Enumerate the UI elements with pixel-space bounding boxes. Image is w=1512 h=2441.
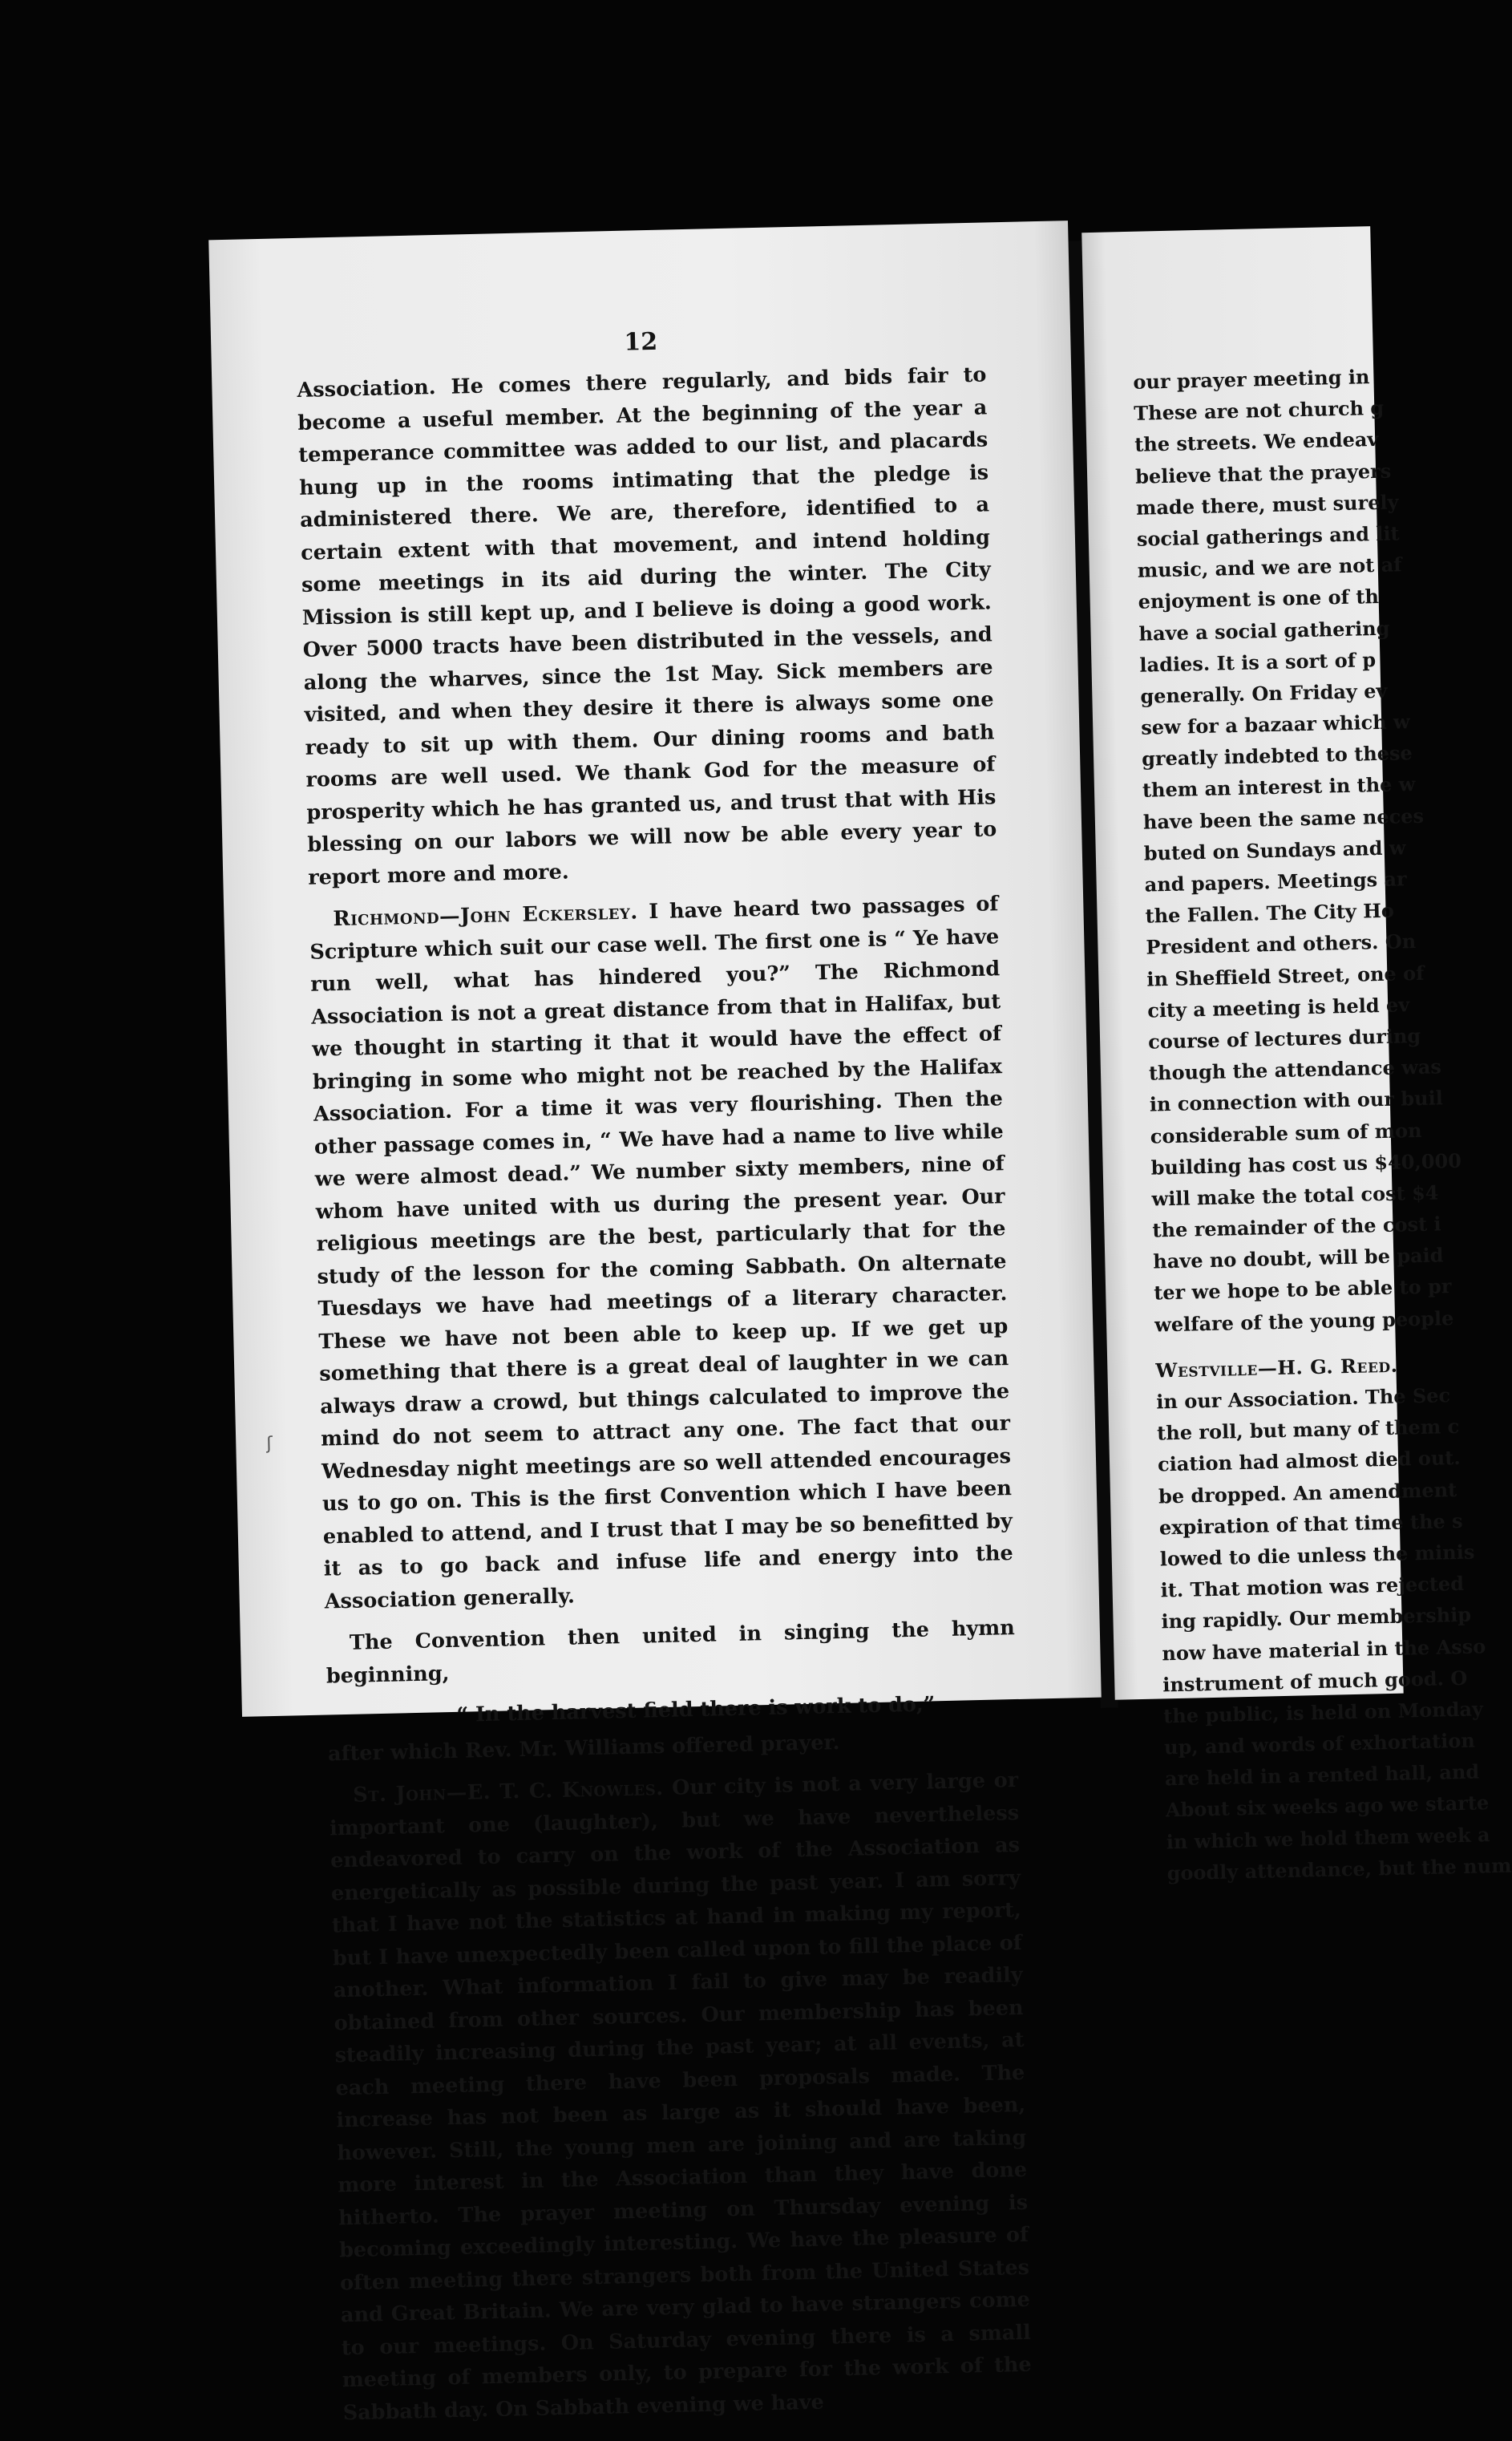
right-line: social gatherings and lit	[1136, 521, 1400, 551]
page-number: 12	[624, 327, 658, 357]
right-line: building has cost us $40,000	[1150, 1148, 1462, 1180]
right-line: sew for a bazaar which w	[1140, 710, 1410, 739]
paragraph-association: Association. He comes there regularly, and bids fair to become a useful member. At the beginning of the year a temperance committee was added to our list, and placards hung up in the rooms intimating that the pledge is administered there. We are, therefore, identified to a certain extent with that movement, and intend holding some meetings in its aid during the winter. The City Mission is still kept up, and I believe is doing a good work. Over 5000 tracts have been distributed in the vessels, and along the wharves, since the 1st May. Sick members are visited, and when they desire it there is always some one ready to sit up with them. Our dining rooms and bath rooms are well used. We thank God for the measure of prosperity which he has granted us, and trust that with His blessing on our labors we will now be able every year to report more and more.	[297, 362, 997, 890]
right-line: generally. On Friday ev	[1140, 678, 1388, 708]
right-line: our prayer meeting in	[1133, 365, 1370, 394]
right-line: greatly indebted to these	[1141, 741, 1413, 771]
right-line: it. That motion was rejected	[1160, 1571, 1465, 1602]
richmond-heading: Richmond—John Eckersley.	[333, 900, 638, 932]
right-line: These are not church g	[1134, 395, 1385, 425]
right-line: city a meeting is held ev	[1146, 992, 1410, 1022]
right-line: are held in a rented hall, and	[1164, 1759, 1480, 1791]
right-line: the remainder of the cost i	[1152, 1212, 1441, 1242]
right-line: ing rapidly. Our membership	[1161, 1602, 1472, 1633]
right-line: in connection with our buil	[1149, 1086, 1444, 1116]
left-page-body	[297, 358, 1033, 2439]
paragraph-stjohn	[329, 1764, 1033, 2429]
prayer-line: after which Rev. Mr. Williams offered prayer.	[327, 1730, 840, 1767]
westville-heading: Westville—H. G. Reed.	[1155, 1353, 1398, 1382]
right-line: in our Association. The Sec	[1156, 1383, 1451, 1414]
right-line: ter we hope to be able to pr	[1153, 1274, 1452, 1305]
right-line: lowed to die unless the minis	[1159, 1540, 1475, 1571]
right-line: music, and we are not af	[1137, 553, 1402, 582]
right-line: have no doubt, will be paid	[1153, 1243, 1444, 1273]
right-line: now have material in the Asso	[1162, 1633, 1486, 1665]
right-line: the public, is held on Monday	[1162, 1697, 1484, 1728]
right-line: made there, must surely	[1135, 490, 1399, 520]
right-line: considerable sum of mon	[1150, 1118, 1422, 1148]
right-line: in which we hold them week a	[1166, 1822, 1490, 1853]
paragraph-richmond	[309, 888, 1014, 1617]
margin-pencil-mark: ʃ	[266, 1433, 273, 1455]
right-line: About six weeks ago we starte	[1165, 1791, 1490, 1822]
right-line: instrument of much good. O	[1162, 1666, 1468, 1697]
right-page	[1081, 226, 1512, 1885]
right-page-body	[1133, 360, 1512, 1888]
right-line: will make the total cost $4	[1151, 1180, 1439, 1211]
right-line: ladies. It is a sort of p	[1139, 647, 1377, 677]
left-page	[208, 221, 1102, 2425]
right-line: and papers. Meetings ar	[1144, 867, 1407, 897]
right-line: the roll, but many of them c	[1156, 1415, 1460, 1445]
right-line: them an interest in the w	[1142, 772, 1416, 803]
stjohn-text: Our city is not a very large or important one (laughter), but we have nevertheless endeavored to carry on the work of the Association as energetically as possible during the past year. I am sorry that I have not the statistics at hand in making my report, but I have unexpectedly been called upon to fill the place of another. What information I fail to give may be readily obtained from other sources. Our membership has been steadily increasing during the past year; at all events, at each meeting there have been proposals made. The increase has not been as large as it should have been, however. Still, the young men are joining and are taking more interest in the Association than they have done hitherto. The prayer meeting on Thursday evening is becoming exceedingly interesting. We have the pleasure of often meeting there strangers both from the United States and Great Britain. We are very glad to have strangers come to our meetings. On Saturday evening there is a small meeting of members only, to prepare for the work of the Sabbath day. On Sabbath evening we have	[329, 1767, 1032, 2425]
hymn-line: “ In the harvest field there is work to do,”	[456, 1692, 936, 1727]
right-line: expiration of that time the s	[1158, 1508, 1463, 1540]
convention-line: The Convention then united in singing the hymn beginning,	[325, 1616, 1016, 1689]
right-line: the Fallen. The City Ho	[1145, 898, 1395, 928]
right-line: the streets. We endeav	[1134, 427, 1379, 457]
stjohn-heading: St. John—E. T. C. Knowles.	[352, 1776, 664, 1807]
right-line: believe that the prayers	[1134, 459, 1392, 488]
right-line: have a social gathering	[1138, 616, 1390, 646]
right-line: up, and words of exhortation	[1163, 1728, 1476, 1759]
right-line: ciation had almost died out.	[1157, 1446, 1461, 1476]
right-line: have been the same neces	[1142, 804, 1425, 834]
right-line: in Sheffield Street, one of	[1146, 961, 1425, 991]
right-line: enjoyment is one of th	[1138, 585, 1380, 614]
right-line: though the attendance was	[1148, 1055, 1442, 1085]
right-line: buted on Sundays and w	[1143, 836, 1406, 865]
right-line: welfare of the young people	[1154, 1306, 1454, 1337]
right-line: President and others. On	[1146, 929, 1417, 960]
right-line: goodly attendance, but the num	[1166, 1853, 1512, 1885]
right-line: be dropped. An amendment	[1158, 1477, 1457, 1508]
right-line: course of lectures during	[1147, 1023, 1421, 1054]
richmond-text: I have heard two passages of Scripture which suit our case well. The first one is “ Ye have run well, what has hindered you?” The Richmond Association is not a great distance from that in Halifax, but we thought in starting it that it would have the effect of bringing in some who might not be reached by the Halifax Association. For a time it was very flourishing. Then the other passage comes in, “ We have had a name to live while we were almost dead.” We number sixty members, nine of whom have united with us during the present year. Our religious meetings are the best, particularly that for the study of the lesson for the coming Sabbath. On alternate Tuesdays we have had meetings of a literary character. These we have not been able to keep up. If we get up something that there is a great deal of laughter in we can always draw a crowd, but things calculated to improve the mind do not seem to attract any one. The fact that our Wednesday night meetings are so well attended encourages us to go on. This is the first Convention which I have been enabled to attend, and I trust that I may be so benefitted by it as to go back and infuse life and energy into the Association generally.	[309, 892, 1013, 1614]
